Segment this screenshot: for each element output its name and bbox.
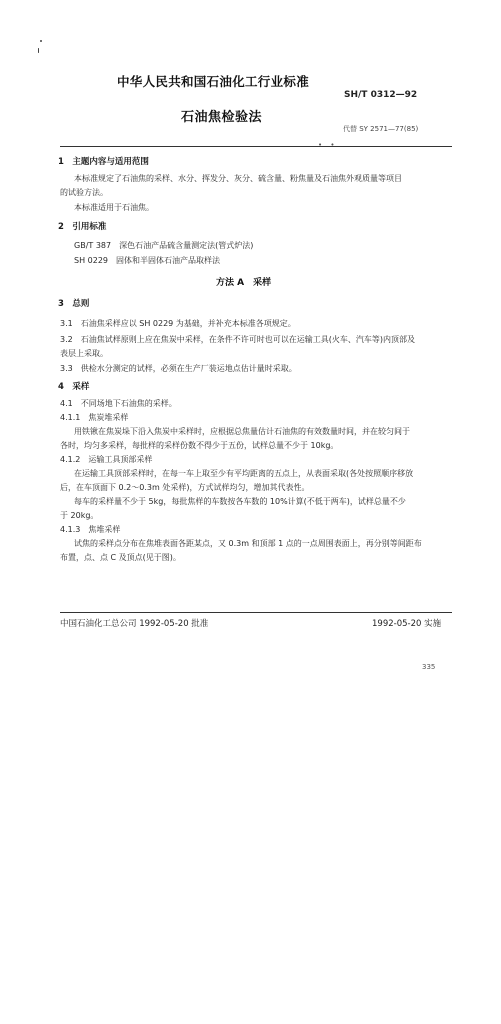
section-2-heading: 2 引用标准 (58, 222, 107, 232)
section-1-para-1-cont: 的试验方法。 (60, 188, 108, 197)
clause-3-2-cont: 表层上采取。 (60, 349, 108, 358)
section-1-heading: 1 主题内容与适用范围 (58, 157, 149, 167)
section-1-para-1: 本标准规定了石油焦的采样、水分、挥发分、灰分、硫含量、粉焦量及石油焦外观质量等项目 (74, 174, 402, 183)
clause-4-1-2-heading: 4.1.2 运输工具顶部采样 (60, 455, 153, 464)
header-rule (60, 146, 452, 147)
reference-sh-0229: SH 0229 固体和半固体石油产品取样法 (74, 256, 220, 265)
section-3-heading: 3 总则 (58, 299, 90, 309)
clause-4-1-3-text-cont: 布置，点、点 C 及顶点(见于图)。 (60, 553, 181, 562)
standard-number: SH/T 0312—92 (344, 90, 418, 100)
clause-3-3: 3.3 供检水分测定的试样，必须在生产厂装运地点估计量时采取。 (60, 364, 297, 373)
method-a-heading: 方法 A 采样 (216, 278, 272, 288)
clause-4-1-1-text: 用铁锹在焦炭垛下沿入焦炭中采样时，应根据总焦量估计石油焦的有效数量时间，并在较匀间于 (74, 427, 410, 436)
page-number: 335 (422, 663, 436, 671)
section-1-para-2: 本标准适用于石油焦。 (74, 203, 154, 212)
clause-4-1: 4.1 不同场地下石油焦的采样。 (60, 399, 177, 408)
header-rule-dots: • • (318, 141, 338, 149)
clause-4-1-1-heading: 4.1.1 焦炭堆采样 (60, 413, 129, 422)
clause-4-1-1-text-cont: 各时，均匀多采样，每批样的采样份数不得少于五份，试样总量不少于 10kg。 (60, 441, 339, 450)
clause-4-1-2-text-2: 每车的采样量不少于 5kg，每批焦样的车数按各车数的 10%计算(不低于两车)，试样总量不少 (74, 497, 406, 506)
margin-mark (40, 40, 42, 42)
footer-rule (60, 612, 452, 613)
section-4-heading: 4 采样 (58, 382, 90, 392)
replaced-standard: 代替 SY 2571—77(85) (343, 125, 419, 133)
issuing-org: 中华人民共和国石油化工行业标准 (117, 74, 310, 89)
clause-3-2: 3.2 石油焦试样原则上应在焦炭中采样，在条件不许可时也可以在运输工具(火车、汽车等)内顶部及 (60, 335, 415, 344)
clause-3-1: 3.1 石油焦采样应以 SH 0229 为基础，并补充本标准各项规定。 (60, 319, 296, 328)
clause-4-1-2-text-cont: 后，在车顶面下 0.2～0.3m 处采样)，方式试样均匀，增加其代表性。 (60, 483, 310, 492)
clause-4-1-3-text: 试焦的采样点分布在焦堆表面各距某点，又 0.3m 和顶部 1 点的一点周围表面上，再分别等间距布 (74, 539, 422, 548)
clause-4-1-3-heading: 4.1.3 焦堆采样 (60, 525, 121, 534)
margin-mark (38, 48, 39, 53)
effective-date: 1992-05-20 实施 (372, 619, 442, 629)
clause-4-1-2-text: 在运输工具顶部采样时，在每一车上取至少有平均距离的五点上，从表面采取(各处按照顺序移放 (74, 469, 414, 478)
reference-gbt-387: GB/T 387 深色石油产品硫含量测定法(管式炉法) (74, 241, 254, 250)
approval-line: 中国石油化工总公司 1992-05-20 批准 (60, 619, 209, 629)
clause-4-1-2-text-2-cont: 于 20kg。 (60, 511, 99, 520)
document-title: 石油焦检验法 (181, 110, 263, 125)
